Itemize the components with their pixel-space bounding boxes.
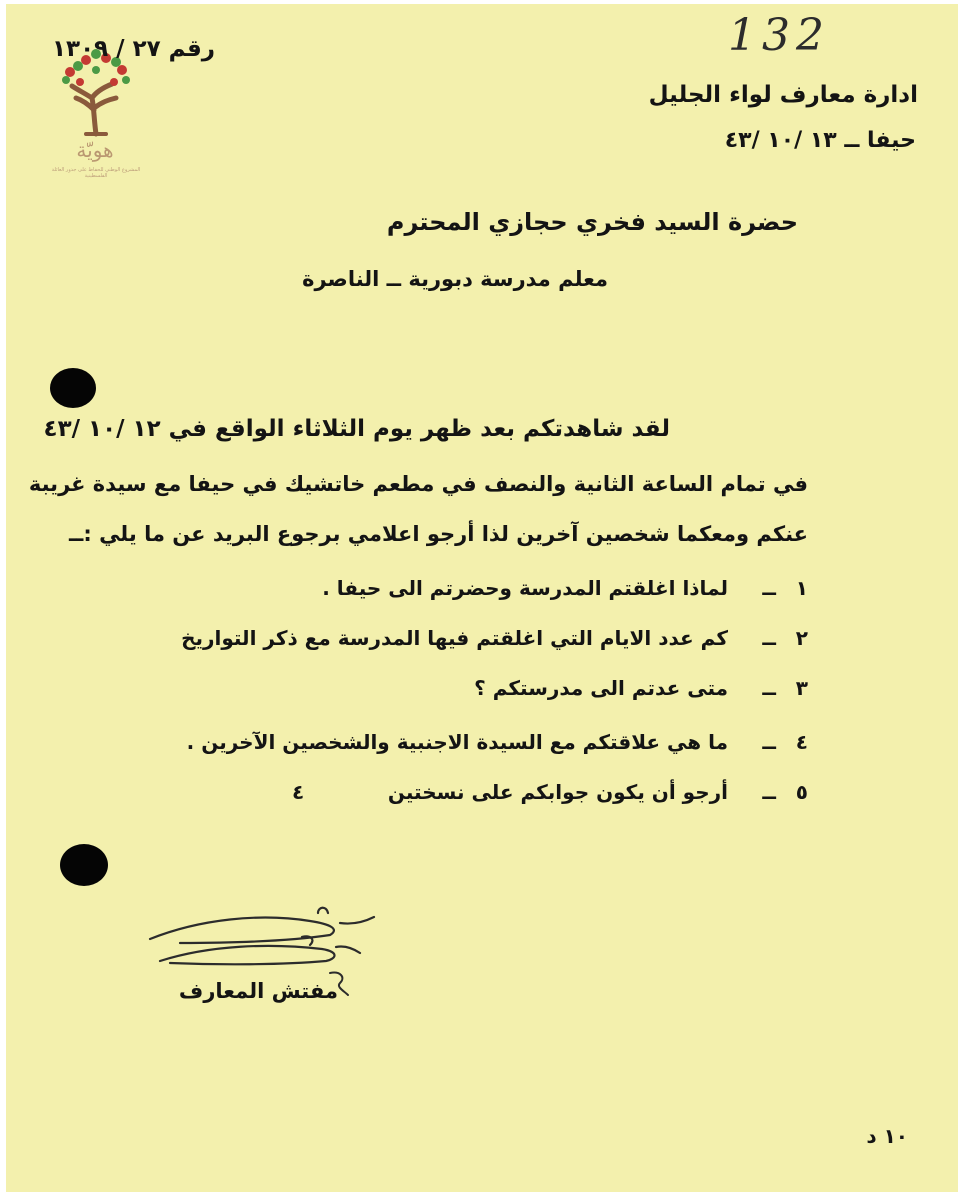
list-item — [68, 780, 808, 814]
signatory-title: مفتش المعارف — [178, 979, 338, 1003]
item-text: لماذا اغلقتم المدرسة وحضرتم الى حيفا . — [322, 576, 728, 600]
item-text: متى عدتم الى مدرستكم ؟ — [474, 676, 728, 700]
item-mark: ٤ — [292, 780, 305, 804]
letter-page — [6, 4, 958, 1192]
item-text: أرجو أن يكون جوابكم على نسختين — [387, 780, 728, 804]
item-number: ٥ — [795, 780, 808, 804]
page-number: 132 — [728, 10, 830, 61]
punch-hole-top — [50, 368, 96, 408]
footer-code: ١٠ د — [866, 1124, 908, 1148]
addressee-role: معلم مدرسة دبورية ــ الناصرة — [302, 267, 608, 291]
list-item — [68, 730, 808, 764]
reference-number: رقم ٢٧ / ١٣٠٩ — [52, 36, 216, 62]
item-dash: ــ — [762, 576, 776, 600]
punch-hole-bottom — [60, 844, 108, 886]
letter-date: حيفا ــ ١٣ /١٠ /٤٣ — [724, 128, 916, 153]
logo-caption: هويّة — [76, 138, 114, 162]
item-number: ٢ — [795, 626, 808, 650]
body-line-1: لقد شاهدتكم بعد ظهر يوم الثلاثاء الواقع في ١٢ /١٠ /٤٣ — [43, 416, 670, 442]
body-line-2: في تمام الساعة الثانية والنصف في مطعم خاتشيك في حيفا مع سيدة غريبة — [28, 472, 808, 496]
item-number: ١ — [795, 576, 808, 600]
list-item — [68, 676, 808, 710]
issuing-office: ادارة معارف لواء الجليل — [648, 82, 918, 108]
item-dash: ــ — [762, 676, 776, 700]
item-text: كم عدد الايام التي اغلقتم فيها المدرسة مع ذكر التواريخ — [181, 626, 728, 650]
item-number: ٤ — [795, 730, 808, 754]
item-number: ٣ — [795, 676, 808, 700]
list-item — [68, 576, 808, 610]
item-dash: ــ — [762, 780, 776, 804]
item-text: ما هي علاقتكم مع السيدة الاجنبية والشخصين الآخرين . — [186, 730, 728, 754]
addressee-name: حضرة السيد فخري حجازي المحترم — [386, 208, 798, 236]
list-item — [68, 626, 808, 660]
item-dash: ــ — [762, 626, 776, 650]
body-line-3: عنكم ومعكما شخصين آخرين لذا أرجو اعلامي برجوع البريد عن ما يلي :ــ — [69, 522, 808, 546]
item-dash: ــ — [762, 730, 776, 754]
logo-subtitle: المشروع الوطني للحفاظ على جذور العائلة الفلسطينية — [51, 167, 141, 179]
